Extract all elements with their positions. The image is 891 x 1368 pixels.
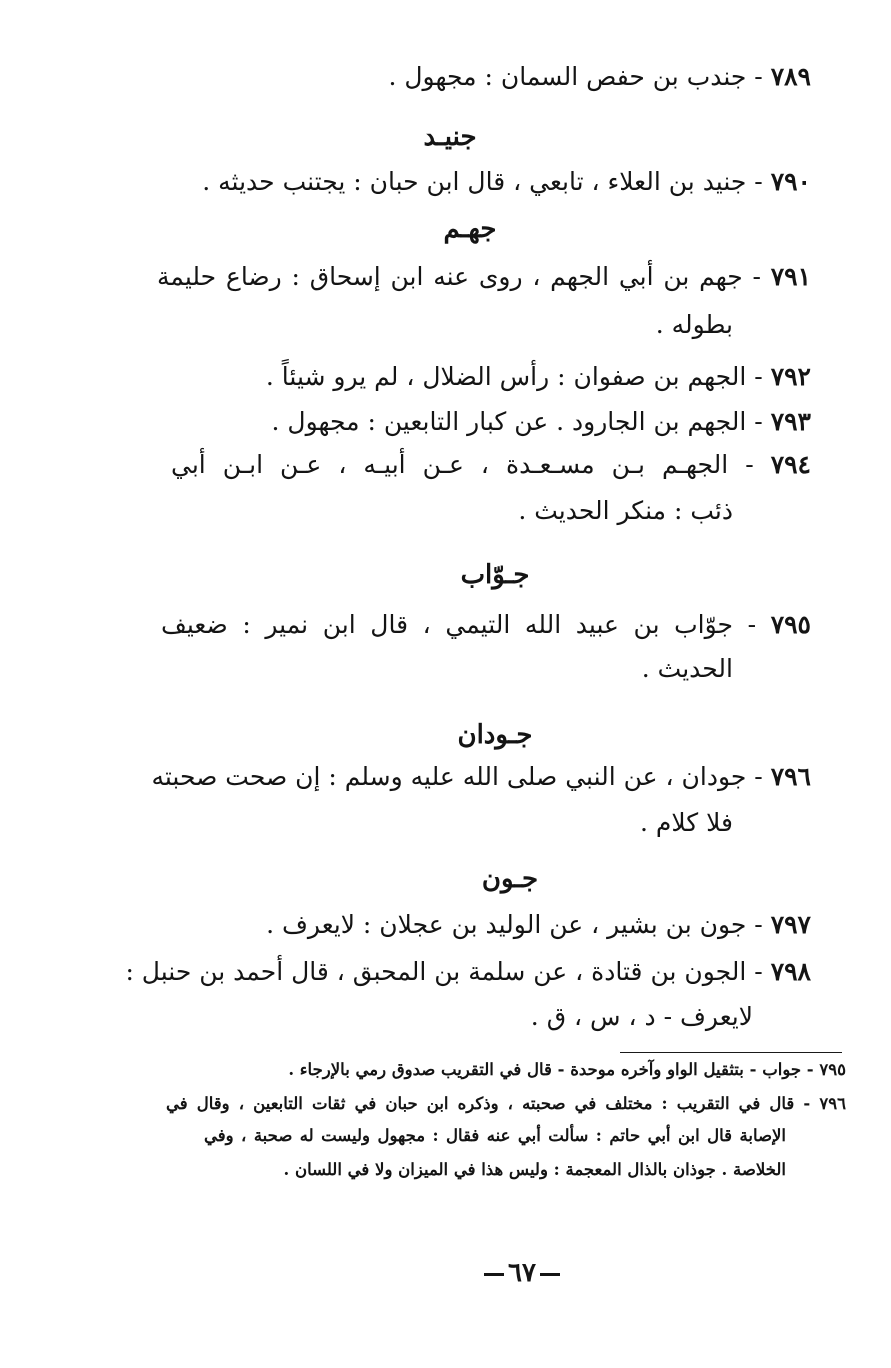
entry-796-line-1: ٧٩٦ - جودان ، عن النبي صلى الله عليه وسلم : إن صحت صحبته [151,762,811,791]
entry-793-line-1: ٧٩٣ - الجهم بن الجارود . عن كبار التابعين : مجهول . [271,407,811,436]
footnote-795: ٧٩٥ - جواب - بتثقيل الواو وآخره موحدة - قال في التقريب صدوق رمي بالإرجاء . [288,1060,846,1079]
footnote-796-line-2: الإصابة قال ابن أبي حاتم : سألت أبي عنه فقال : مجهول وليست له صحبة ، وفي [204,1126,786,1145]
page-number-dash-right [540,1273,560,1276]
entry-795-line-1: ٧٩٥ - جوّاب بن عبيد الله التيمي ، قال ابن نمير : ضعيف [161,610,811,639]
entry-792-line-1: ٧٩٢ - الجهم بن صفوان : رأس الضلال ، لم يرو شيئاً . [265,362,811,391]
page-number-dash-left [484,1273,504,1276]
section-heading-jawn: جـون [481,864,539,894]
entry-text: جندب بن حفص السمان : مجهول . [388,62,747,91]
entry-795-line-2: الحديث . [641,654,733,683]
entry-796-line-2: فلا كلام . [639,808,733,837]
entry-790-line-1: ٧٩٠ - جنيد بن العلاء ، تابعي ، قال ابن حبان : يجتنب حديثه . [202,167,811,196]
section-heading-junayd: جنيـد [423,122,477,152]
footnote-separator [620,1052,842,1053]
entry-794-line-2: ذئب : منكر الحديث . [518,496,733,525]
section-heading-judan: جـودان [457,720,533,750]
footnote-796-line-1: ٧٩٦ - قال في التقريب : مختلف في صحبته ، وذكره ابن حبان في ثقات التابعين ، وقال في [166,1094,846,1113]
section-heading-jawwab: جـوّاب [460,560,530,590]
entry-791-line-1: ٧٩١ - جهم بن أبي الجهم ، روى عنه ابن إسحاق : رضاع حليمة [157,262,812,291]
entry-794-line-1: ٧٩٤ - الجهـم بـن مسـعـدة ، عـن أبيـه ، عـن ابـن أبي [171,450,811,479]
page-number: ٦٧ [480,1258,564,1288]
entry-789-line-1: ٧٨٩ - جندب بن حفص السمان : مجهول . [388,62,811,91]
entry-797-line-1: ٧٩٧ - جون بن بشير ، عن الوليد بن عجلان : لايعرف . [266,910,811,939]
entry-791-line-2: بطوله . [655,310,733,339]
footnote-796-line-3: الخلاصة . جوذان بالذال المعجمة : وليس هذا في الميزان ولا في اللسان . [283,1160,786,1179]
entry-number: ٧٨٩ [770,62,811,91]
section-heading-jahm: جهـم [443,214,497,244]
entry-798-line-2: لايعرف - د ، س ، ق . [530,1002,753,1031]
entry-798-line-1: ٧٩٨ - الجون بن قتادة ، عن سلمة بن المحبق ، قال أحمد بن حنبل : [125,957,811,986]
